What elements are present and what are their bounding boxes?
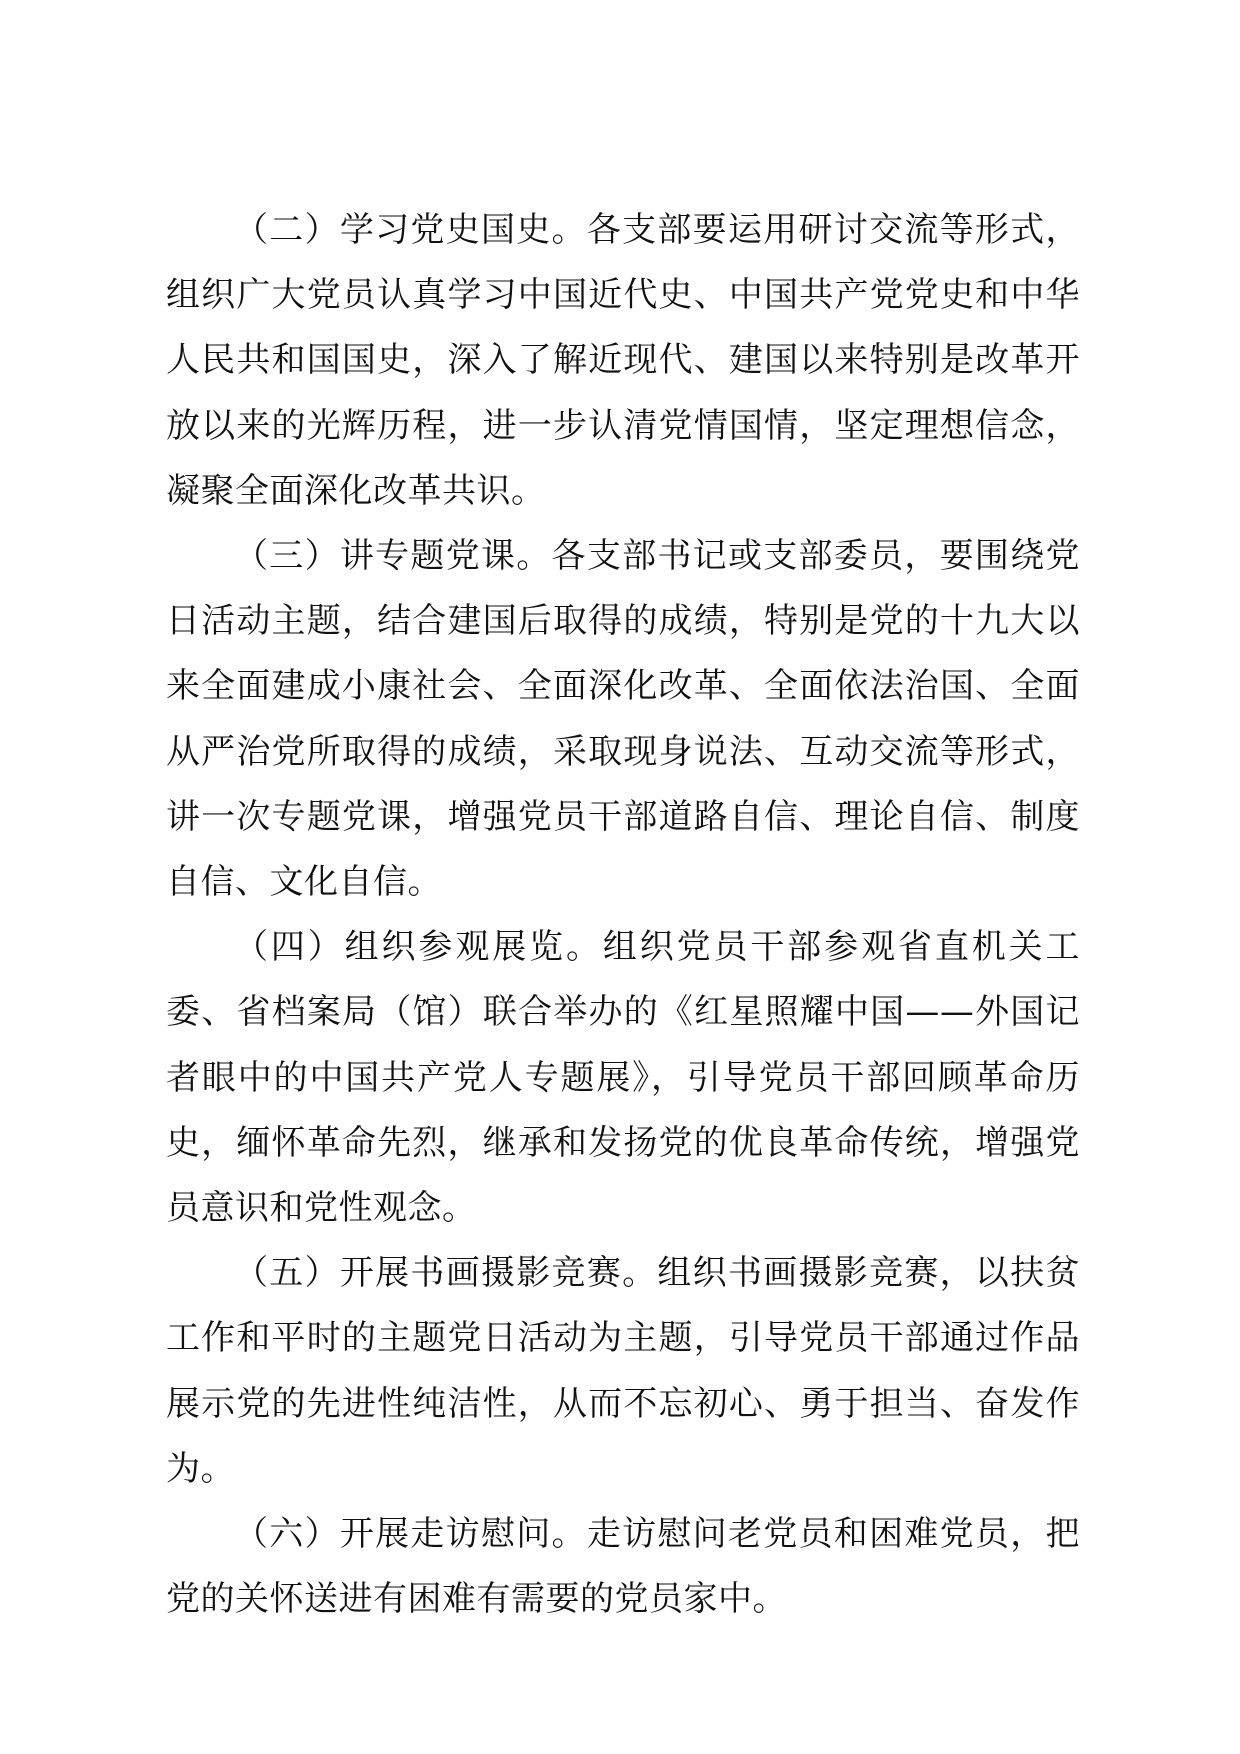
document-body (166, 198, 1080, 1632)
paragraph-visits-condolences: （六）开展走访慰问。走访慰问老党员和困难党员，把党的关怀送进有困难有需要的党员家中。 (166, 1514, 1080, 1620)
paragraph-exhibition-visit: （四）组织参观展览。组织党员干部参观省直机关工委、省档案局（馆）联合举办的《红星照耀中国——外国记者眼中的中国共产党人专题展》，引导党员干部回顾革命历史，缅怀革命先烈，继承和发扬党的优良革命传统，增强党员意识和党性观念。 (166, 927, 1080, 1229)
paragraph-study-party-history: （二）学习党史国史。各支部要运用研讨交流等形式，组织广大党员认真学习中国近代史、中国共产党党史和中华人民共和国国史，深入了解近现代、建国以来特别是改革开放以来的光辉历程，进一步认清党情国情，坚定理想信念，凝聚全面深化改革共识。 (166, 210, 1080, 511)
paragraph-special-party-lecture: （三）讲专题党课。各支部书记或支部委员，要围绕党日活动主题，结合建国后取得的成绩，特别是党的十九大以来全面建成小康社会、全面深化改革、全面依法治国、全面从严治党所取得的成绩，采取现身说法、互动交流等形式，讲一次专题党课，增强党员干部道路自信、理论自信、制度自信、文化自信。 (166, 536, 1080, 903)
paragraph-art-photo-contest: （五）开展书画摄影竞赛。组织书画摄影竞赛，以扶贫工作和平时的主题党日活动为主题，引导党员干部通过作品展示党的先进性纯洁性，从而不忘初心、勇于担当、奋发作为。 (166, 1253, 1080, 1489)
